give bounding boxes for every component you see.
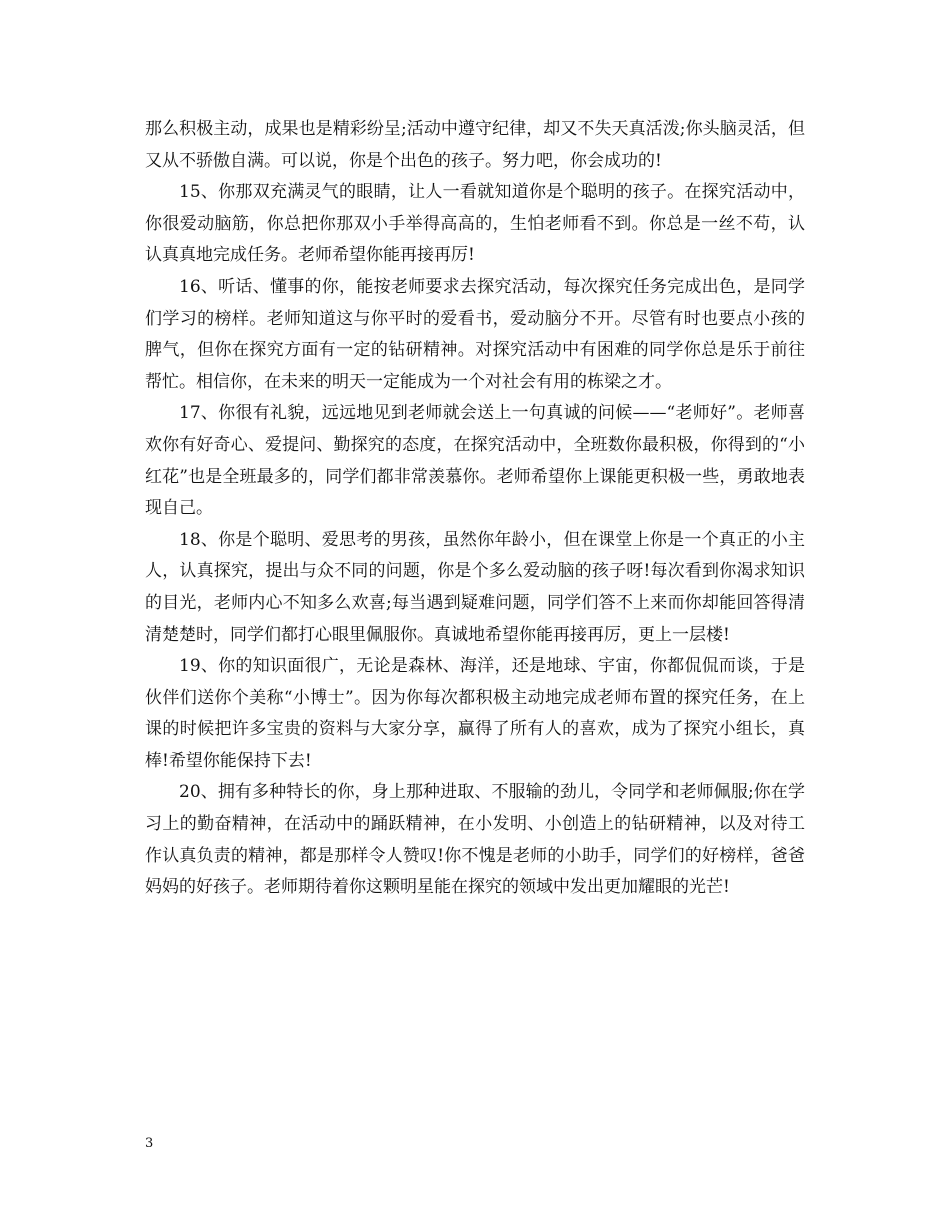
page-number: 3 [145,1136,154,1151]
paragraph-18: 18、你是个聪明、爱思考的男孩，虽然你年龄小，但在课堂上你是一个真正的小主人，认真探究，提出与众不同的问题，你是个多么爱动脑的孩子呀!每次看到你渴求知识的目光，老师内心不知多么欢喜;每当遇到疑难问题，同学们答不上来而你却能回答得清清楚楚时，同学们都打心眼里佩服你。真诚地希望你能再接再厉，更上一层楼! [145,529,805,645]
paragraph-16: 16、听话、懂事的你，能按老师要求去探究活动，每次探究任务完成出色，是同学们学习的榜样。老师知道这与你平时的爱看书，爱动脑分不开。尽管有时也要点小孩的脾气，但你在探究方面有一定的钻研精神。对探究活动中有困难的同学你总是乐于前往帮忙。相信你，在未来的明天一定能成为一个对社会有用的栋梁之才。 [145,276,805,392]
paragraph-15: 15、你那双充满灵气的眼睛，让人一看就知道你是个聪明的孩子。在探究活动中，你很爱动脑筋，你总把你那双小手举得高高的，生怕老师看不到。你总是一丝不苟，认认真真地完成任务。老师希望你能再接再厉! [145,182,805,266]
paragraph-17: 17、你很有礼貌，远远地见到老师就会送上一句真诚的问候——“老师好”。老师喜欢你有好奇心、爱提问、勤探究的态度，在探究活动中，全班数你最积极，你得到的“小红花”也是全班最多的，同学们都非常羡慕你。老师希望你上课能更积极一些，勇敢地表现自己。 [145,403,805,519]
paragraph-continuation: 那么积极主动，成果也是精彩纷呈;活动中遵守纪律，却又不失天真活泼;你头脑灵活，但又从不骄傲自满。可以说，你是个出色的孩子。努力吧，你会成功的! [145,119,805,171]
document-body [145,114,805,904]
paragraph-19: 19、你的知识面很广，无论是森林、海洋，还是地球、宇宙，你都侃侃而谈，于是伙伴们送你个美称“小博士”。因为你每次都积极主动地完成老师布置的探究任务，在上课的时候把许多宝贵的资料与大家分享，赢得了所有人的喜欢，成为了探究小组长，真棒!希望你能保持下去! [145,656,805,771]
paragraph-20: 20、拥有多种特长的你，身上那种进取、不服输的劲儿，令同学和老师佩服;你在学习上的勤奋精神，在活动中的踊跃精神，在小发明、小创造上的钻研精神，以及对待工作认真负责的精神，都是那样令人赞叹!你不愧是老师的小助手，同学们的好榜样，爸爸妈妈的好孩子。老师期待着你这颗明星能在探究的领域中发出更加耀眼的光芒! [145,782,805,898]
